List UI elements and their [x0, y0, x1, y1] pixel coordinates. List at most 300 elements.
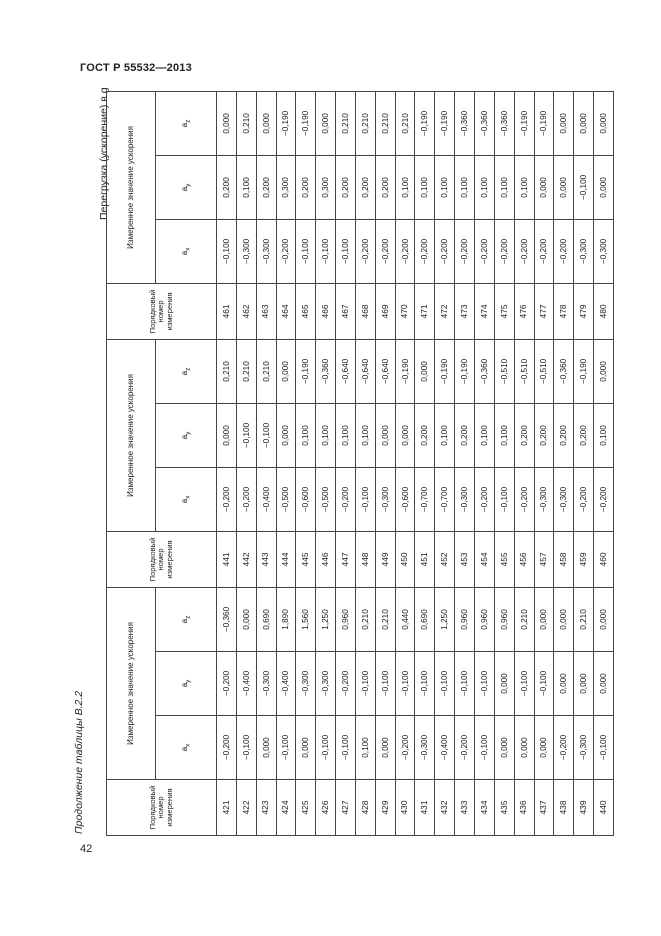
az-column-header [156, 339, 217, 403]
measurement-index-cell: 441 [217, 531, 237, 587]
measurement-index-cell: 444 [276, 531, 296, 587]
table-row [355, 91, 375, 835]
measurement-index-cell: 476 [514, 283, 534, 339]
measurement-index-cell: 422 [236, 780, 256, 836]
acceleration-value-cell: −0,100 [316, 219, 336, 283]
acceleration-value-cell: −0,400 [256, 467, 276, 531]
index-header-word: номер [156, 548, 166, 571]
acceleration-value-cell: 0,100 [494, 403, 514, 467]
acceleration-value-cell: 0,200 [574, 403, 594, 467]
ay-symbol: a [179, 186, 189, 192]
measurement-index-cell: 424 [276, 780, 296, 836]
acceleration-value-cell: 0,000 [594, 652, 614, 716]
acceleration-group-header: Измеренное значение ускорения [107, 587, 156, 779]
acceleration-value-cell: −0,100 [355, 652, 375, 716]
acceleration-value-cell: −0,500 [276, 467, 296, 531]
table-row [236, 91, 256, 835]
measurement-index-cell: 461 [217, 283, 237, 339]
acceleration-value-cell: 0,000 [276, 339, 296, 403]
acceleration-value-cell: −0,200 [395, 219, 415, 283]
measurement-index-cell: 446 [316, 531, 336, 587]
acceleration-value-cell: 0,000 [554, 587, 574, 651]
acceleration-value-cell: 0,100 [355, 403, 375, 467]
ax-symbol: a [179, 498, 189, 504]
acceleration-value-cell: −0,600 [296, 467, 316, 531]
acceleration-value-cell: 0,000 [494, 716, 514, 780]
acceleration-value-cell: −0,200 [375, 219, 395, 283]
acceleration-value-cell: −0,190 [534, 91, 554, 155]
measurement-index-cell: 453 [455, 531, 475, 587]
acceleration-value-cell: 0,210 [236, 339, 256, 403]
acceleration-value-cell: −0,300 [415, 716, 435, 780]
ax-column-header [156, 219, 217, 283]
az-column-header [156, 587, 217, 651]
az-symbol: a [179, 618, 189, 624]
measurement-index-cell: 449 [375, 531, 395, 587]
measurement-index-cell: 457 [534, 531, 554, 587]
table-row [316, 91, 336, 835]
acceleration-value-cell: 0,100 [474, 403, 494, 467]
acceleration-value-cell: −0,400 [236, 652, 256, 716]
az-subscript: z [184, 615, 192, 619]
acceleration-value-cell: −0,190 [435, 91, 455, 155]
measurement-index-cell: 429 [375, 780, 395, 836]
acceleration-value-cell: −0,190 [415, 91, 435, 155]
ax-subscript: x [184, 743, 192, 747]
acceleration-value-cell: 0,000 [296, 716, 316, 780]
acceleration-value-cell: 0,960 [474, 587, 494, 651]
acceleration-value-cell: −0,300 [316, 652, 336, 716]
acceleration-value-cell: 0,690 [256, 587, 276, 651]
acceleration-value-cell: −0,200 [455, 219, 475, 283]
table-body [217, 91, 614, 835]
ay-symbol: a [179, 682, 189, 688]
acceleration-value-cell: −0,100 [514, 652, 534, 716]
acceleration-value-cell: −0,100 [435, 652, 455, 716]
ax-subscript: x [184, 495, 192, 499]
ay-column-header [156, 403, 217, 467]
acceleration-value-cell: −0,200 [514, 219, 534, 283]
acceleration-value-cell: −0,360 [455, 91, 475, 155]
acceleration-value-cell: −0,200 [395, 716, 415, 780]
acceleration-value-cell: 0,000 [594, 91, 614, 155]
ax-symbol: a [179, 250, 189, 256]
table-header-row-group [107, 91, 156, 835]
acceleration-value-cell: 0,000 [594, 587, 614, 651]
acceleration-value-cell: 0,300 [316, 155, 336, 219]
acceleration-value-cell: −0,200 [355, 219, 375, 283]
acceleration-value-cell: −0,190 [455, 339, 475, 403]
ax-symbol: a [179, 746, 189, 752]
table-header-row-axes [156, 91, 217, 835]
unit-label: Перегрузка (ускорение) в g [98, 87, 110, 220]
acceleration-value-cell: −0,100 [355, 467, 375, 531]
acceleration-value-cell: 1,250 [435, 587, 455, 651]
acceleration-value-cell: 0,100 [336, 403, 356, 467]
acceleration-value-cell: −0,300 [375, 467, 395, 531]
index-header-word: измерения [164, 540, 174, 579]
acceleration-value-cell: −0,360 [474, 91, 494, 155]
measurement-index-cell: 451 [415, 531, 435, 587]
acceleration-value-cell: 0,210 [355, 587, 375, 651]
index-header-word: измерения [164, 292, 174, 331]
acceleration-value-cell: −0,640 [375, 339, 395, 403]
acceleration-value-cell: −0,300 [256, 219, 276, 283]
acceleration-value-cell: −0,100 [316, 716, 336, 780]
measurement-index-cell: 477 [534, 283, 554, 339]
acceleration-value-cell: −0,100 [296, 219, 316, 283]
acceleration-value-cell: 0,000 [534, 587, 554, 651]
acceleration-value-cell: −0,640 [336, 339, 356, 403]
acceleration-value-cell: 0,100 [296, 403, 316, 467]
measurement-index-cell: 423 [256, 780, 276, 836]
ax-column-header [156, 467, 217, 531]
acceleration-value-cell: 0,000 [217, 91, 237, 155]
measurement-index-cell: 450 [395, 531, 415, 587]
acceleration-value-cell: 0,210 [375, 587, 395, 651]
acceleration-value-cell: −0,300 [296, 652, 316, 716]
acceleration-value-cell: −0,100 [455, 652, 475, 716]
measurement-index-cell: 432 [435, 780, 455, 836]
acceleration-value-cell: −0,200 [415, 219, 435, 283]
acceleration-value-cell: −0,510 [494, 339, 514, 403]
measurement-index-cell: 473 [455, 283, 475, 339]
measurement-index-cell: 478 [554, 283, 574, 339]
table-row [594, 91, 614, 835]
acceleration-value-cell: −0,200 [336, 467, 356, 531]
acceleration-value-cell: 0,000 [276, 403, 296, 467]
acceleration-value-cell: 0,000 [574, 91, 594, 155]
acceleration-value-cell: −0,300 [594, 219, 614, 283]
measurement-index-cell: 458 [554, 531, 574, 587]
acceleration-value-cell: −0,300 [574, 716, 594, 780]
acceleration-value-cell: 0,000 [594, 155, 614, 219]
acceleration-value-cell: −0,190 [435, 339, 455, 403]
acceleration-value-cell: 0,200 [217, 155, 237, 219]
az-subscript: z [184, 119, 192, 123]
measurement-index-cell: 454 [474, 531, 494, 587]
acceleration-value-cell: −0,100 [236, 716, 256, 780]
measurement-index-cell: 436 [514, 780, 534, 836]
table-row [474, 91, 494, 835]
index-column-header [107, 780, 217, 836]
measurement-index-cell: 460 [594, 531, 614, 587]
measurement-index-cell: 469 [375, 283, 395, 339]
acceleration-value-cell: −0,360 [474, 339, 494, 403]
acceleration-value-cell: 0,210 [336, 91, 356, 155]
table-row [375, 91, 395, 835]
acceleration-value-cell: −0,200 [554, 716, 574, 780]
acceleration-value-cell: −0,510 [514, 339, 534, 403]
index-header-word: Порядковый [147, 785, 157, 830]
az-symbol: a [179, 370, 189, 376]
table-row [574, 91, 594, 835]
acceleration-value-cell: 0,000 [534, 155, 554, 219]
acceleration-value-cell: 0,000 [256, 91, 276, 155]
acceleration-value-cell: −0,100 [474, 652, 494, 716]
ax-column-header [156, 716, 217, 780]
acceleration-value-cell: −0,100 [534, 652, 554, 716]
measurement-index-cell: 465 [296, 283, 316, 339]
measurement-index-cell: 421 [217, 780, 237, 836]
acceleration-value-cell: −0,200 [217, 652, 237, 716]
acceleration-value-cell: −0,360 [217, 587, 237, 651]
acceleration-value-cell: 0,960 [455, 587, 475, 651]
measurement-index-cell: 459 [574, 531, 594, 587]
index-column-header [107, 283, 217, 339]
measurement-index-cell: 431 [415, 780, 435, 836]
acceleration-value-cell: 0,000 [574, 652, 594, 716]
acceleration-value-cell: −0,360 [316, 339, 336, 403]
measurement-index-cell: 435 [494, 780, 514, 836]
measurement-index-cell: 463 [256, 283, 276, 339]
measurement-index-cell: 437 [534, 780, 554, 836]
acceleration-value-cell: −0,100 [256, 403, 276, 467]
acceleration-value-cell: −0,200 [217, 716, 237, 780]
acceleration-value-cell: 0,000 [554, 155, 574, 219]
acceleration-value-cell: −0,600 [395, 467, 415, 531]
acceleration-value-cell: 0,300 [276, 155, 296, 219]
acceleration-value-cell: 0,200 [514, 403, 534, 467]
measurement-index-cell: 447 [336, 531, 356, 587]
az-column-header [156, 91, 217, 155]
measurement-index-cell: 474 [474, 283, 494, 339]
acceleration-value-cell: −0,190 [574, 339, 594, 403]
acceleration-value-cell: 0,100 [395, 155, 415, 219]
measurement-index-cell: 442 [236, 531, 256, 587]
acceleration-value-cell: −0,200 [474, 467, 494, 531]
measurement-index-cell: 440 [594, 780, 614, 836]
acceleration-value-cell: −0,700 [435, 467, 455, 531]
acceleration-value-cell: −0,200 [276, 219, 296, 283]
acceleration-value-cell: −0,100 [415, 652, 435, 716]
measurement-index-cell: 434 [474, 780, 494, 836]
acceleration-value-cell: 0,200 [534, 403, 554, 467]
table-row [455, 91, 475, 835]
acceleration-value-cell: 1,560 [296, 587, 316, 651]
table-row [415, 91, 435, 835]
acceleration-value-cell: 0,210 [574, 587, 594, 651]
acceleration-value-cell: 0,200 [415, 403, 435, 467]
acceleration-value-cell: 0,000 [594, 339, 614, 403]
acceleration-value-cell: 0,100 [435, 155, 455, 219]
acceleration-value-cell: −0,300 [574, 219, 594, 283]
acceleration-value-cell: −0,200 [435, 219, 455, 283]
acceleration-value-cell: 0,200 [375, 155, 395, 219]
acceleration-value-cell: 0,210 [217, 339, 237, 403]
measurement-index-cell: 448 [355, 531, 375, 587]
acceleration-value-cell: −0,200 [494, 219, 514, 283]
acceleration-value-cell: −0,300 [554, 467, 574, 531]
acceleration-value-cell: −0,200 [534, 219, 554, 283]
acceleration-value-cell: −0,100 [574, 155, 594, 219]
acceleration-value-cell: 0,000 [256, 716, 276, 780]
acceleration-value-cell: −0,100 [375, 652, 395, 716]
acceleration-value-cell: 0,200 [455, 403, 475, 467]
measurement-index-cell: 427 [336, 780, 356, 836]
measurement-index-cell: 445 [296, 531, 316, 587]
acceleration-value-cell: −0,200 [514, 467, 534, 531]
acceleration-value-cell: 0,960 [494, 587, 514, 651]
ay-column-header [156, 652, 217, 716]
acceleration-value-cell: −0,500 [316, 467, 336, 531]
acceleration-value-cell: 0,000 [236, 587, 256, 651]
table-row [395, 91, 415, 835]
acceleration-value-cell: −0,200 [236, 467, 256, 531]
table-row [534, 91, 554, 835]
measurement-index-cell: 443 [256, 531, 276, 587]
acceleration-value-cell: −0,200 [474, 219, 494, 283]
acceleration-value-cell: 0,100 [514, 155, 534, 219]
measurement-index-cell: 438 [554, 780, 574, 836]
acceleration-value-cell: 0,000 [395, 403, 415, 467]
acceleration-value-cell: −0,100 [336, 219, 356, 283]
table-row [554, 91, 574, 835]
acceleration-value-cell: 0,200 [296, 155, 316, 219]
index-header-word: измерения [164, 788, 174, 827]
acceleration-value-cell: 0,000 [316, 91, 336, 155]
acceleration-value-cell: −0,100 [336, 716, 356, 780]
table-row [435, 91, 455, 835]
acceleration-value-cell: 0,000 [554, 91, 574, 155]
acceleration-value-cell: 0,000 [415, 339, 435, 403]
table-row [494, 91, 514, 835]
measurement-index-cell: 480 [594, 283, 614, 339]
acceleration-value-cell: 0,000 [534, 716, 554, 780]
measurement-index-cell: 462 [236, 283, 256, 339]
acceleration-value-cell: 0,000 [375, 716, 395, 780]
acceleration-value-cell: 0,210 [355, 91, 375, 155]
measurement-index-cell: 472 [435, 283, 455, 339]
measurement-index-cell: 456 [514, 531, 534, 587]
acceleration-value-cell: −0,100 [276, 716, 296, 780]
acceleration-value-cell: 0,200 [256, 155, 276, 219]
acceleration-value-cell: −0,100 [395, 652, 415, 716]
acceleration-value-cell: −0,100 [217, 219, 237, 283]
acceleration-group-header: Измеренное значение ускорения [107, 91, 156, 283]
measurement-index-cell: 471 [415, 283, 435, 339]
table-row [276, 91, 296, 835]
acceleration-value-cell: 0,000 [494, 652, 514, 716]
measurement-index-cell: 470 [395, 283, 415, 339]
table-row [296, 91, 316, 835]
acceleration-value-cell: −0,510 [534, 339, 554, 403]
acceleration-value-cell: −0,190 [514, 91, 534, 155]
acceleration-group-header: Измеренное значение ускорения [107, 339, 156, 531]
acceleration-value-cell: −0,700 [415, 467, 435, 531]
acceleration-value-cell: 0,100 [355, 716, 375, 780]
acceleration-value-cell: −0,200 [455, 716, 475, 780]
acceleration-value-cell: 0,100 [316, 403, 336, 467]
acceleration-value-cell: 0,100 [474, 155, 494, 219]
page-number: 42 [80, 843, 93, 855]
acceleration-value-cell: −0,190 [395, 339, 415, 403]
index-header-word: номер [156, 300, 166, 323]
az-subscript: z [184, 367, 192, 371]
acceleration-value-cell: 0,210 [236, 91, 256, 155]
measurement-index-cell: 464 [276, 283, 296, 339]
acceleration-value-cell: −0,300 [236, 219, 256, 283]
acceleration-value-cell: −0,200 [594, 467, 614, 531]
acceleration-value-cell: −0,100 [236, 403, 256, 467]
acceleration-value-cell: 0,100 [415, 155, 435, 219]
acceleration-value-cell: −0,100 [594, 716, 614, 780]
acceleration-value-cell: 0,440 [395, 587, 415, 651]
acceleration-value-cell: −0,360 [554, 339, 574, 403]
acceleration-value-cell: 0,100 [236, 155, 256, 219]
ay-column-header [156, 155, 217, 219]
table-row [256, 91, 276, 835]
acceleration-value-cell: −0,100 [494, 467, 514, 531]
ax-subscript: x [184, 247, 192, 251]
acceleration-value-cell: −0,300 [256, 652, 276, 716]
acceleration-value-cell: −0,190 [276, 91, 296, 155]
measurement-index-cell: 425 [296, 780, 316, 836]
ay-subscript: y [184, 183, 192, 187]
acceleration-value-cell: 0,000 [375, 403, 395, 467]
measurement-index-cell: 433 [455, 780, 475, 836]
measurement-index-cell: 439 [574, 780, 594, 836]
acceleration-value-cell: 0,000 [217, 403, 237, 467]
table-continuation-caption: Продолжение таблицы B.2.2 [73, 690, 85, 834]
acceleration-table [106, 91, 614, 836]
measurement-index-cell: 466 [316, 283, 336, 339]
acceleration-value-cell: 1,250 [316, 587, 336, 651]
az-symbol: a [179, 122, 189, 128]
acceleration-value-cell: 0,100 [455, 155, 475, 219]
rotated-table-container [106, 96, 614, 836]
document-header: ГОСТ Р 55532—2013 [80, 62, 192, 74]
measurement-index-cell: 468 [355, 283, 375, 339]
acceleration-value-cell: −0,640 [355, 339, 375, 403]
acceleration-value-cell: −0,300 [455, 467, 475, 531]
acceleration-value-cell: −0,200 [574, 467, 594, 531]
acceleration-value-cell: 0,100 [594, 403, 614, 467]
table-row [217, 91, 237, 835]
acceleration-value-cell: 0,210 [256, 339, 276, 403]
index-column-header [107, 531, 217, 587]
acceleration-value-cell: 0,210 [375, 91, 395, 155]
acceleration-value-cell: −0,400 [435, 716, 455, 780]
acceleration-value-cell: 0,210 [395, 91, 415, 155]
acceleration-value-cell: −0,400 [276, 652, 296, 716]
acceleration-value-cell: −0,200 [217, 467, 237, 531]
acceleration-value-cell: 0,210 [514, 587, 534, 651]
table-row [336, 91, 356, 835]
table-row [514, 91, 534, 835]
measurement-index-cell: 428 [355, 780, 375, 836]
measurement-index-cell: 455 [494, 531, 514, 587]
ay-symbol: a [179, 434, 189, 440]
measurement-index-cell: 475 [494, 283, 514, 339]
measurement-index-cell: 467 [336, 283, 356, 339]
acceleration-value-cell: −0,300 [534, 467, 554, 531]
acceleration-value-cell: 0,000 [514, 716, 534, 780]
acceleration-value-cell: −0,100 [474, 716, 494, 780]
index-header-word: Порядковый [147, 537, 157, 582]
measurement-index-cell: 479 [574, 283, 594, 339]
acceleration-value-cell: −0,190 [296, 339, 316, 403]
ay-subscript: y [184, 431, 192, 435]
acceleration-value-cell: 0,100 [494, 155, 514, 219]
acceleration-value-cell: 0,200 [336, 155, 356, 219]
measurement-index-cell: 452 [435, 531, 455, 587]
acceleration-value-cell: 0,960 [336, 587, 356, 651]
acceleration-value-cell: −0,190 [296, 91, 316, 155]
measurement-index-cell: 426 [316, 780, 336, 836]
ay-subscript: y [184, 679, 192, 683]
acceleration-value-cell: −0,200 [336, 652, 356, 716]
